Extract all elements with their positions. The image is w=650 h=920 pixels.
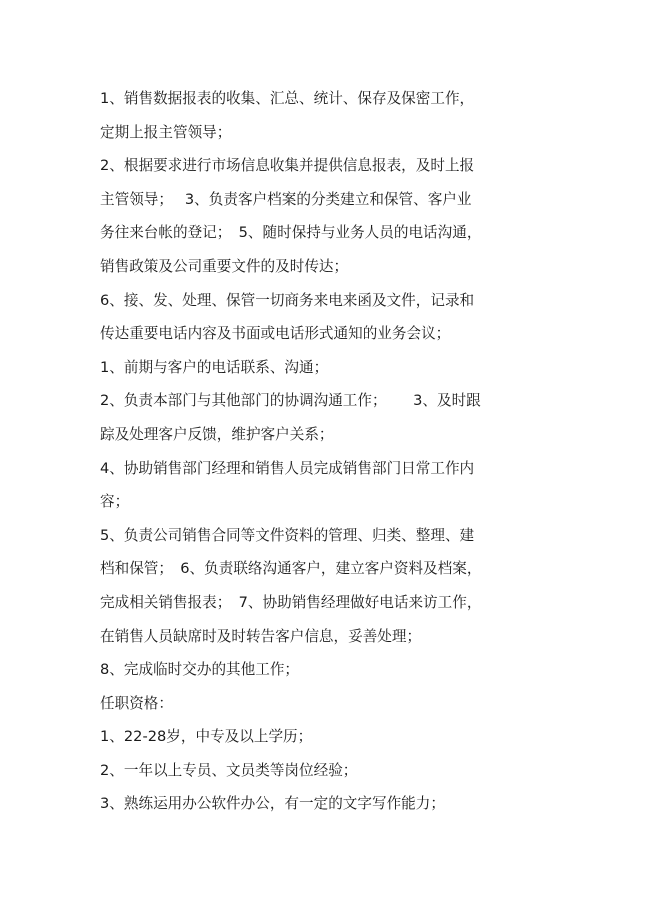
text-line: 1、22-28岁，中专及以上学历； (100, 728, 313, 746)
text-line: 务往来台帐的登记； 5、随时保持与业务人员的电话沟通， (100, 224, 482, 242)
text-line: 4、协助销售部门经理和销售人员完成销售部门日常工作内 (100, 459, 475, 477)
text-line: 8、完成临时交办的其他工作； (100, 661, 300, 679)
text-line: 定期上报主管领导； (100, 123, 232, 141)
text-line: 传达重要电话内容及书面或电话形式通知的业务会议； (100, 325, 451, 343)
text-line: 档和保管； 6、负责联络沟通客户，建立客户资料及档案， (100, 560, 482, 578)
text-line: 2、负责本部门与其他部门的协调沟通工作； 3、及时跟 (100, 392, 481, 410)
text-line: 3、熟练运用办公软件办公，有一定的文字写作能力； (100, 795, 445, 813)
text-line: 1、销售数据报表的收集、汇总、统计、保存及保密工作， (100, 90, 475, 107)
text-line: 完成相关销售报表； 7、协助销售经理做好电话来访工作， (100, 593, 482, 611)
text-line: 1、前期与客户的电话联系、沟通； (100, 358, 329, 376)
text-line: 容； (100, 493, 130, 511)
text-line: 5、负责公司销售合同等文件资料的管理、归类、整理、建 (100, 526, 475, 544)
document-body (100, 82, 555, 821)
text-line: 6、接、发、处理、保管一切商务来电来函及文件，记录和 (100, 291, 475, 309)
section-heading: 任职资格： (100, 694, 173, 712)
text-line: 2、一年以上专员、文员类等岗位经验； (100, 761, 358, 779)
text-line: 踪及处理客户反馈，维护客户关系； (100, 425, 334, 443)
text-line: 销售政策及公司重要文件的及时传达； (100, 257, 349, 275)
text-line: 2、根据要求进行市场信息收集并提供信息报表，及时上报 (100, 157, 475, 175)
text-line: 主管领导； 3、负责客户档案的分类建立和保管、客户业 (100, 190, 472, 208)
text-line: 在销售人员缺席时及时转告客户信息，妥善处理； (100, 627, 422, 645)
